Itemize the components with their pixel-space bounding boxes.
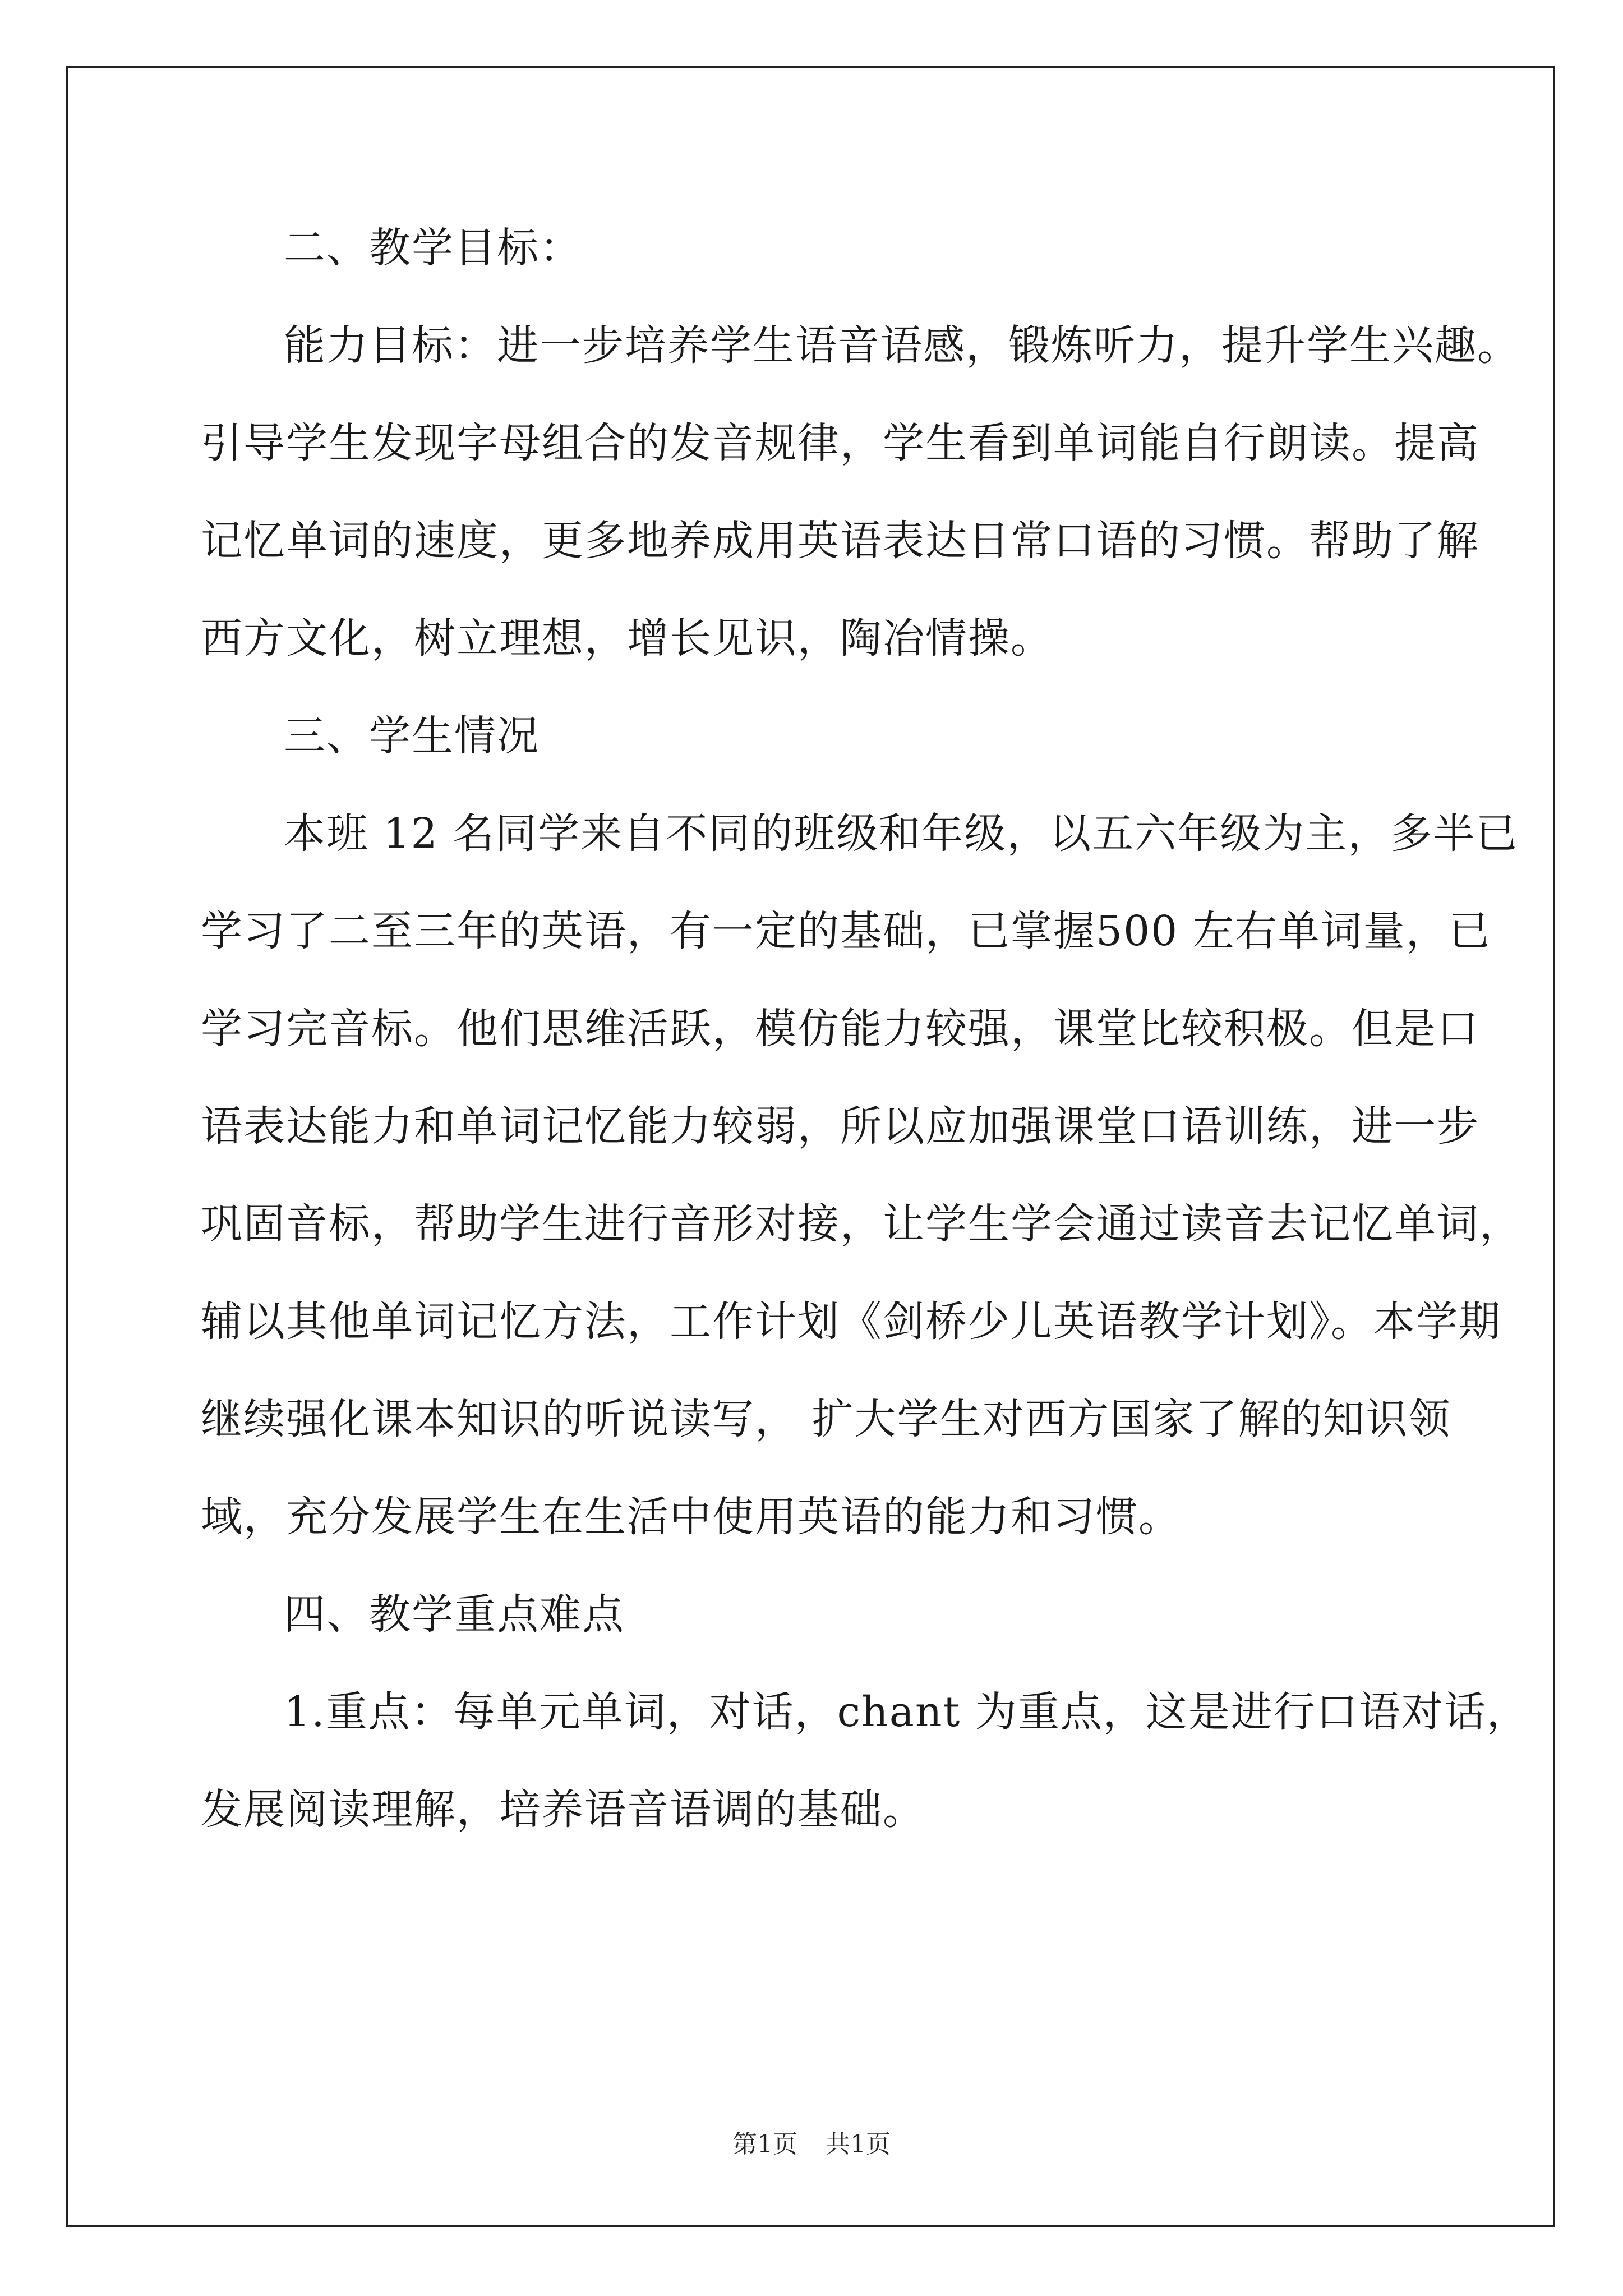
paragraph-line: 继续强化课本知识的听说读写， 扩大学生对西方国家了解的知识领 <box>201 1395 1451 1443</box>
paragraph-line: 语表达能力和单词记忆能力较弱，所以应加强课堂口语训练，进一步 <box>201 1102 1479 1151</box>
paragraph-line: 发展阅读理解，培养语音语调的基础。 <box>201 1786 925 1834</box>
paragraph-line: 记忆单词的速度，更多地养成用英语表达日常口语的习惯。帮助了解 <box>201 517 1479 565</box>
paragraph-line: 本班 12 名同学来自不同的班级和年级，以五六年级为主，多半已 <box>284 809 1519 858</box>
page-number: 第1页 <box>732 2130 797 2159</box>
paragraph-line: 域，充分发展学生在生活中使用英语的能力和习惯。 <box>201 1493 1181 1541</box>
paragraph-line: 巩固音标，帮助学生进行音形对接，让学生学会通过读音去记忆单词， <box>201 1200 1522 1248</box>
page-total: 共1页 <box>826 2130 891 2159</box>
section-heading-key-points: 四、教学重点难点 <box>284 1590 625 1639</box>
section-heading-objectives: 二、教学目标： <box>284 224 582 272</box>
paragraph-line: 能力目标：进一步培养学生语音语感，锻炼听力，提升学生兴趣。 <box>284 321 1520 370</box>
paragraph-line: 1.重点：每单元单词，对话，chant 为重点，这是进行口语对话， <box>284 1688 1529 1736</box>
document-body <box>201 224 1529 1887</box>
paragraph-line: 西方文化，树立理想，增长见识，陶冶情操。 <box>201 614 1053 662</box>
paragraph-line: 学习完音标。他们思维活跃，模仿能力较强，课堂比较积极。但是口 <box>201 1005 1479 1053</box>
paragraph-line: 辅以其他单词记忆方法，工作计划《剑桥少儿英语教学计划》。本学期 <box>201 1297 1501 1346</box>
paragraph-line: 引导学生发现字母组合的发音规律，学生看到单词能自行朗读。提高 <box>201 419 1479 467</box>
paragraph-line: 学习了二至三年的英语，有一定的基础，已掌握500 左右单词量，已 <box>201 907 1491 955</box>
section-heading-students: 三、学生情况 <box>284 712 540 760</box>
page-footer <box>0 2130 1623 2159</box>
